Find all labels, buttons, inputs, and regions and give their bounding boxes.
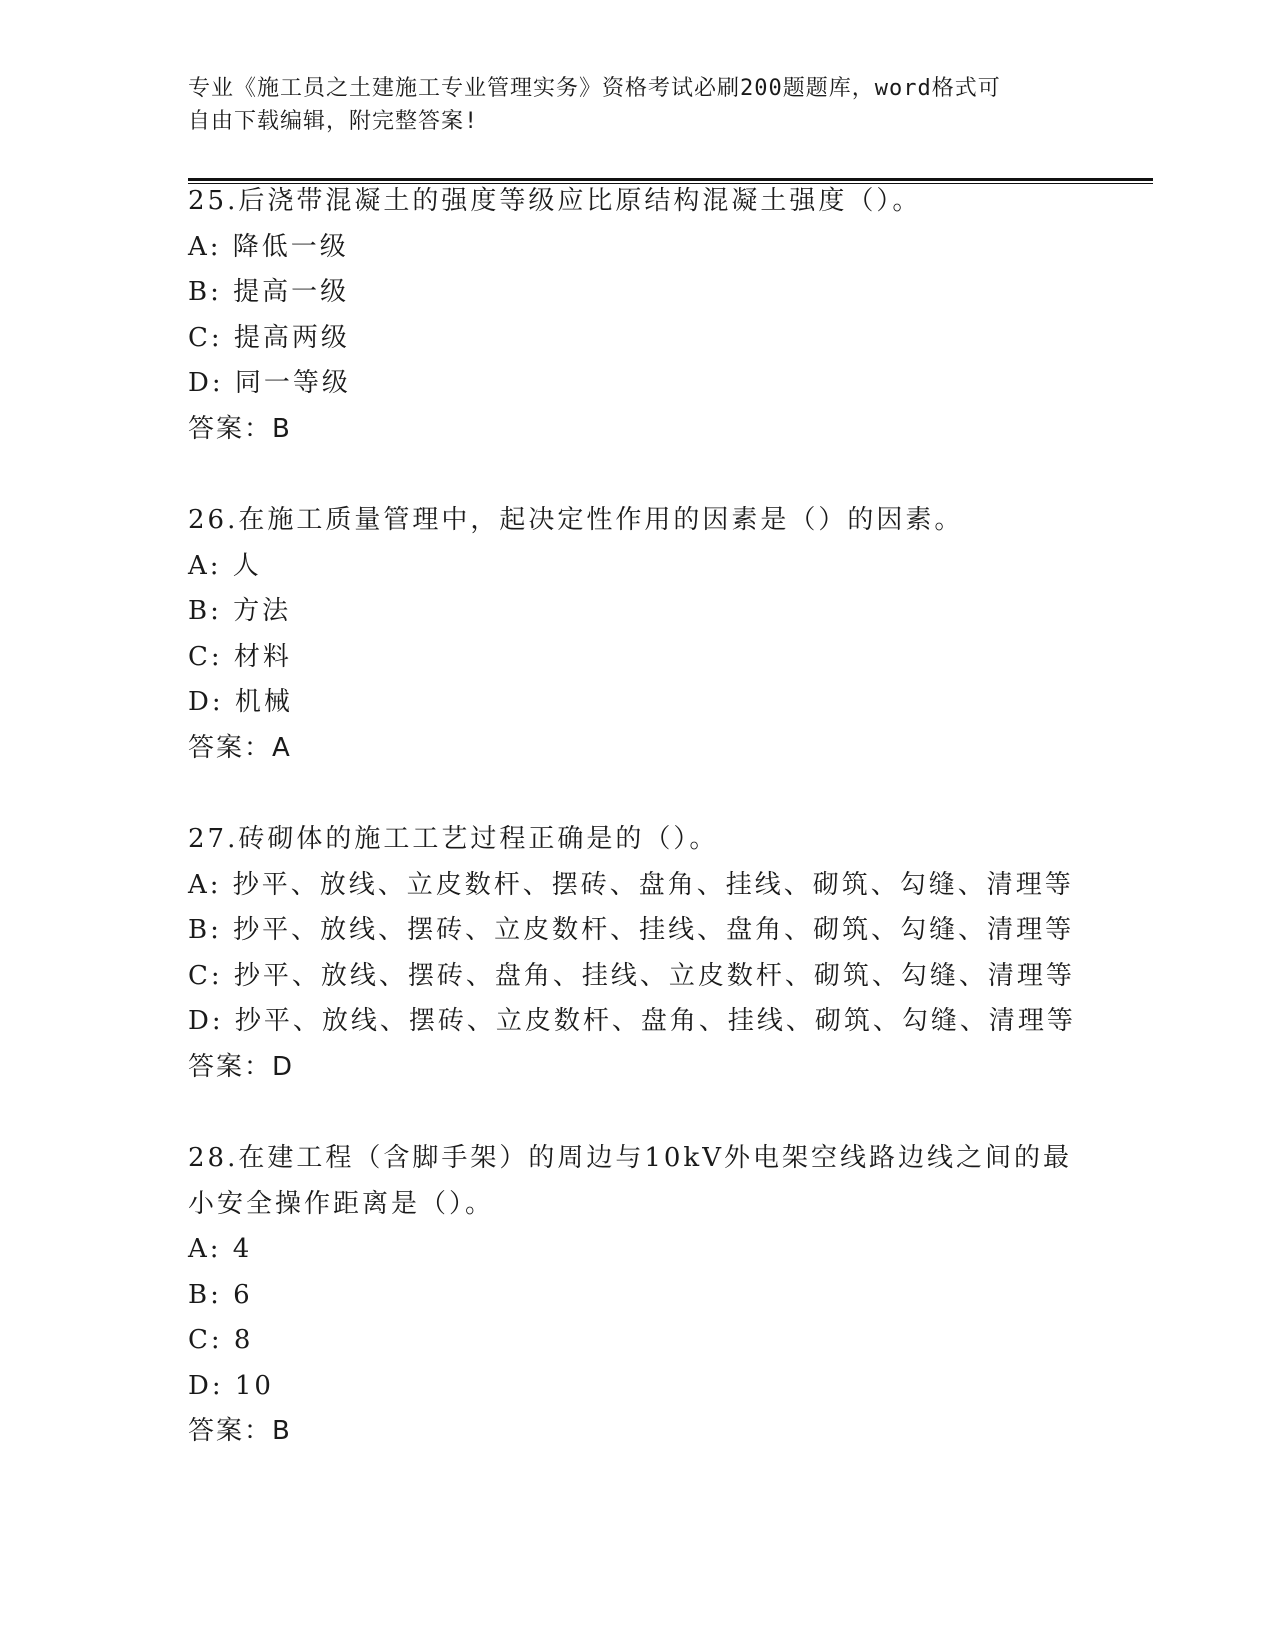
option-b: B: 6: [188, 1279, 253, 1310]
answer-label: 答案：A: [188, 732, 292, 763]
question-stem-line-2: 小安全操作距离是（）。: [188, 1188, 495, 1219]
option-d: D: 同一等级: [188, 368, 351, 398]
option-b: B: 方法: [188, 596, 292, 626]
document-header: [188, 72, 1068, 138]
option-c: C: 8: [188, 1325, 254, 1355]
answer-label: 答案：D: [188, 1051, 295, 1082]
option-d: D: 机械: [188, 687, 293, 717]
question-stem: 25.后浇带混凝土的强度等级应比原结构混凝土强度（）。: [188, 186, 922, 216]
question-25: [188, 179, 1128, 452]
question-stem-line-1: 28.在建工程（含脚手架）的周边与10kV外电架空线路边线之间的最: [188, 1143, 1072, 1173]
option-c: C: 材料: [188, 641, 292, 672]
option-c: C: 抄平、放线、摆砖、盘角、挂线、立皮数杆、砌筑、勾缝、清理等: [188, 960, 1075, 991]
answer-label: 答案：B: [188, 413, 292, 444]
option-a: A: 降低一级: [188, 231, 349, 262]
option-c: C: 提高两级: [188, 322, 350, 353]
question-28: [188, 1136, 1128, 1455]
answer-label: 答案：B: [188, 1416, 292, 1446]
option-d: D: 抄平、放线、摆砖、立皮数杆、盘角、挂线、砌筑、勾缝、清理等: [188, 1006, 1076, 1036]
option-a: A: 人: [188, 550, 262, 581]
question-stem: 26.在施工质量管理中，起决定性作用的因素是（）的因素。: [188, 505, 964, 535]
option-d: D: 10: [188, 1370, 274, 1401]
option-a: A: 抄平、放线、立皮数杆、摆砖、盘角、挂线、砌筑、勾缝、清理等: [188, 869, 1074, 900]
question-26: [188, 498, 1128, 771]
option-b: B: 提高一级: [188, 277, 350, 307]
option-a: A: 4: [188, 1234, 253, 1264]
option-b: B: 抄平、放线、摆砖、立皮数杆、挂线、盘角、砌筑、勾缝、清理等: [188, 915, 1075, 945]
question-27: [188, 817, 1128, 1090]
question-stem: 27.砖砌体的施工工艺过程正确是的（）。: [188, 824, 719, 854]
header-line-1: 专业《施工员之土建施工专业管理实务》资格考试必刷200题题库，word格式可: [188, 76, 1001, 101]
header-line-2: 自由下载编辑，附完整答案!: [188, 109, 479, 134]
